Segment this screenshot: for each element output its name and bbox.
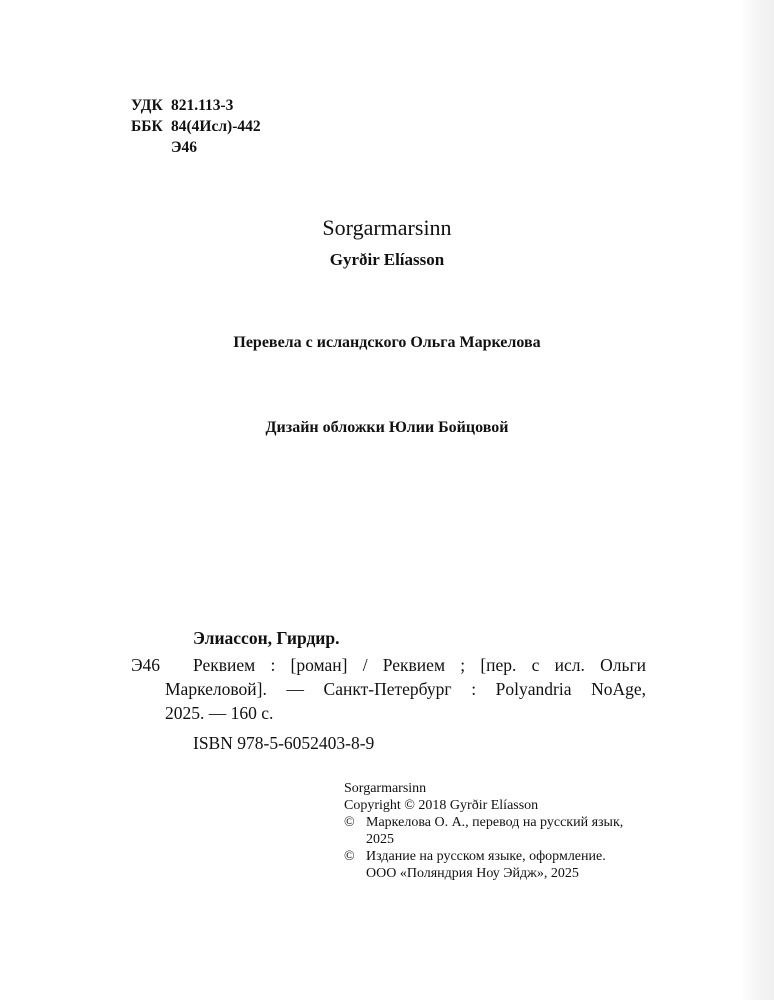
udk-label: УДК: [131, 97, 163, 114]
catalog-description-line: Реквием : [роман] / Реквием ; [пер. с исл. Ольги: [193, 655, 646, 675]
copyright-symbol: ©: [344, 849, 355, 864]
copyright-edition: [344, 848, 623, 865]
original-title: Sorgarmarsinn: [322, 215, 452, 240]
copyright-original-title: Sorgarmarsinn: [344, 781, 427, 796]
bbk-label: ББК: [131, 118, 163, 135]
original-author: Gyrðir Elíasson: [329, 250, 445, 269]
udk-line: [131, 96, 233, 116]
bbk-line: [131, 117, 261, 137]
copyright-edition-text: Издание на русском языке, оформление.: [366, 849, 606, 864]
catalog-description-line: 2025. — 160 с.: [165, 703, 274, 723]
page-edge-shadow: [740, 0, 774, 1000]
catalog-description-line: Маркеловой]. — Санкт-Петербург : Polyandria NoAge,: [165, 679, 646, 699]
isbn: ISBN 978-5-6052403-8-9: [193, 733, 375, 753]
copyright-symbol: ©: [344, 815, 355, 830]
copyright-translation-year: 2025: [366, 832, 394, 847]
copyright-edition-publisher: ООО «Поляндрия Ноу Эйдж», 2025: [366, 866, 579, 881]
copyright-translation-text: Маркелова О. А., перевод на русский язык,: [366, 815, 624, 830]
catalog-author-sign: Э46: [131, 655, 161, 675]
cover-design-credit: Дизайн обложки Юлии Бойцовой: [265, 419, 509, 436]
catalog-author-heading: Элиассон, Гирдир.: [193, 628, 340, 648]
copyright-translation: [344, 814, 623, 831]
copyright-block: [344, 780, 623, 882]
bbk-value: 84(4Исл)-442: [171, 118, 261, 135]
copyright-original: Copyright © 2018 Gyrðir Elíasson: [344, 798, 539, 813]
translator-credit: Перевела с исландского Ольга Маркелова: [233, 334, 541, 351]
author-sign-top: Э46: [171, 139, 198, 156]
udk-value: 821.113-3: [171, 97, 234, 114]
catalog-description: [165, 653, 646, 725]
